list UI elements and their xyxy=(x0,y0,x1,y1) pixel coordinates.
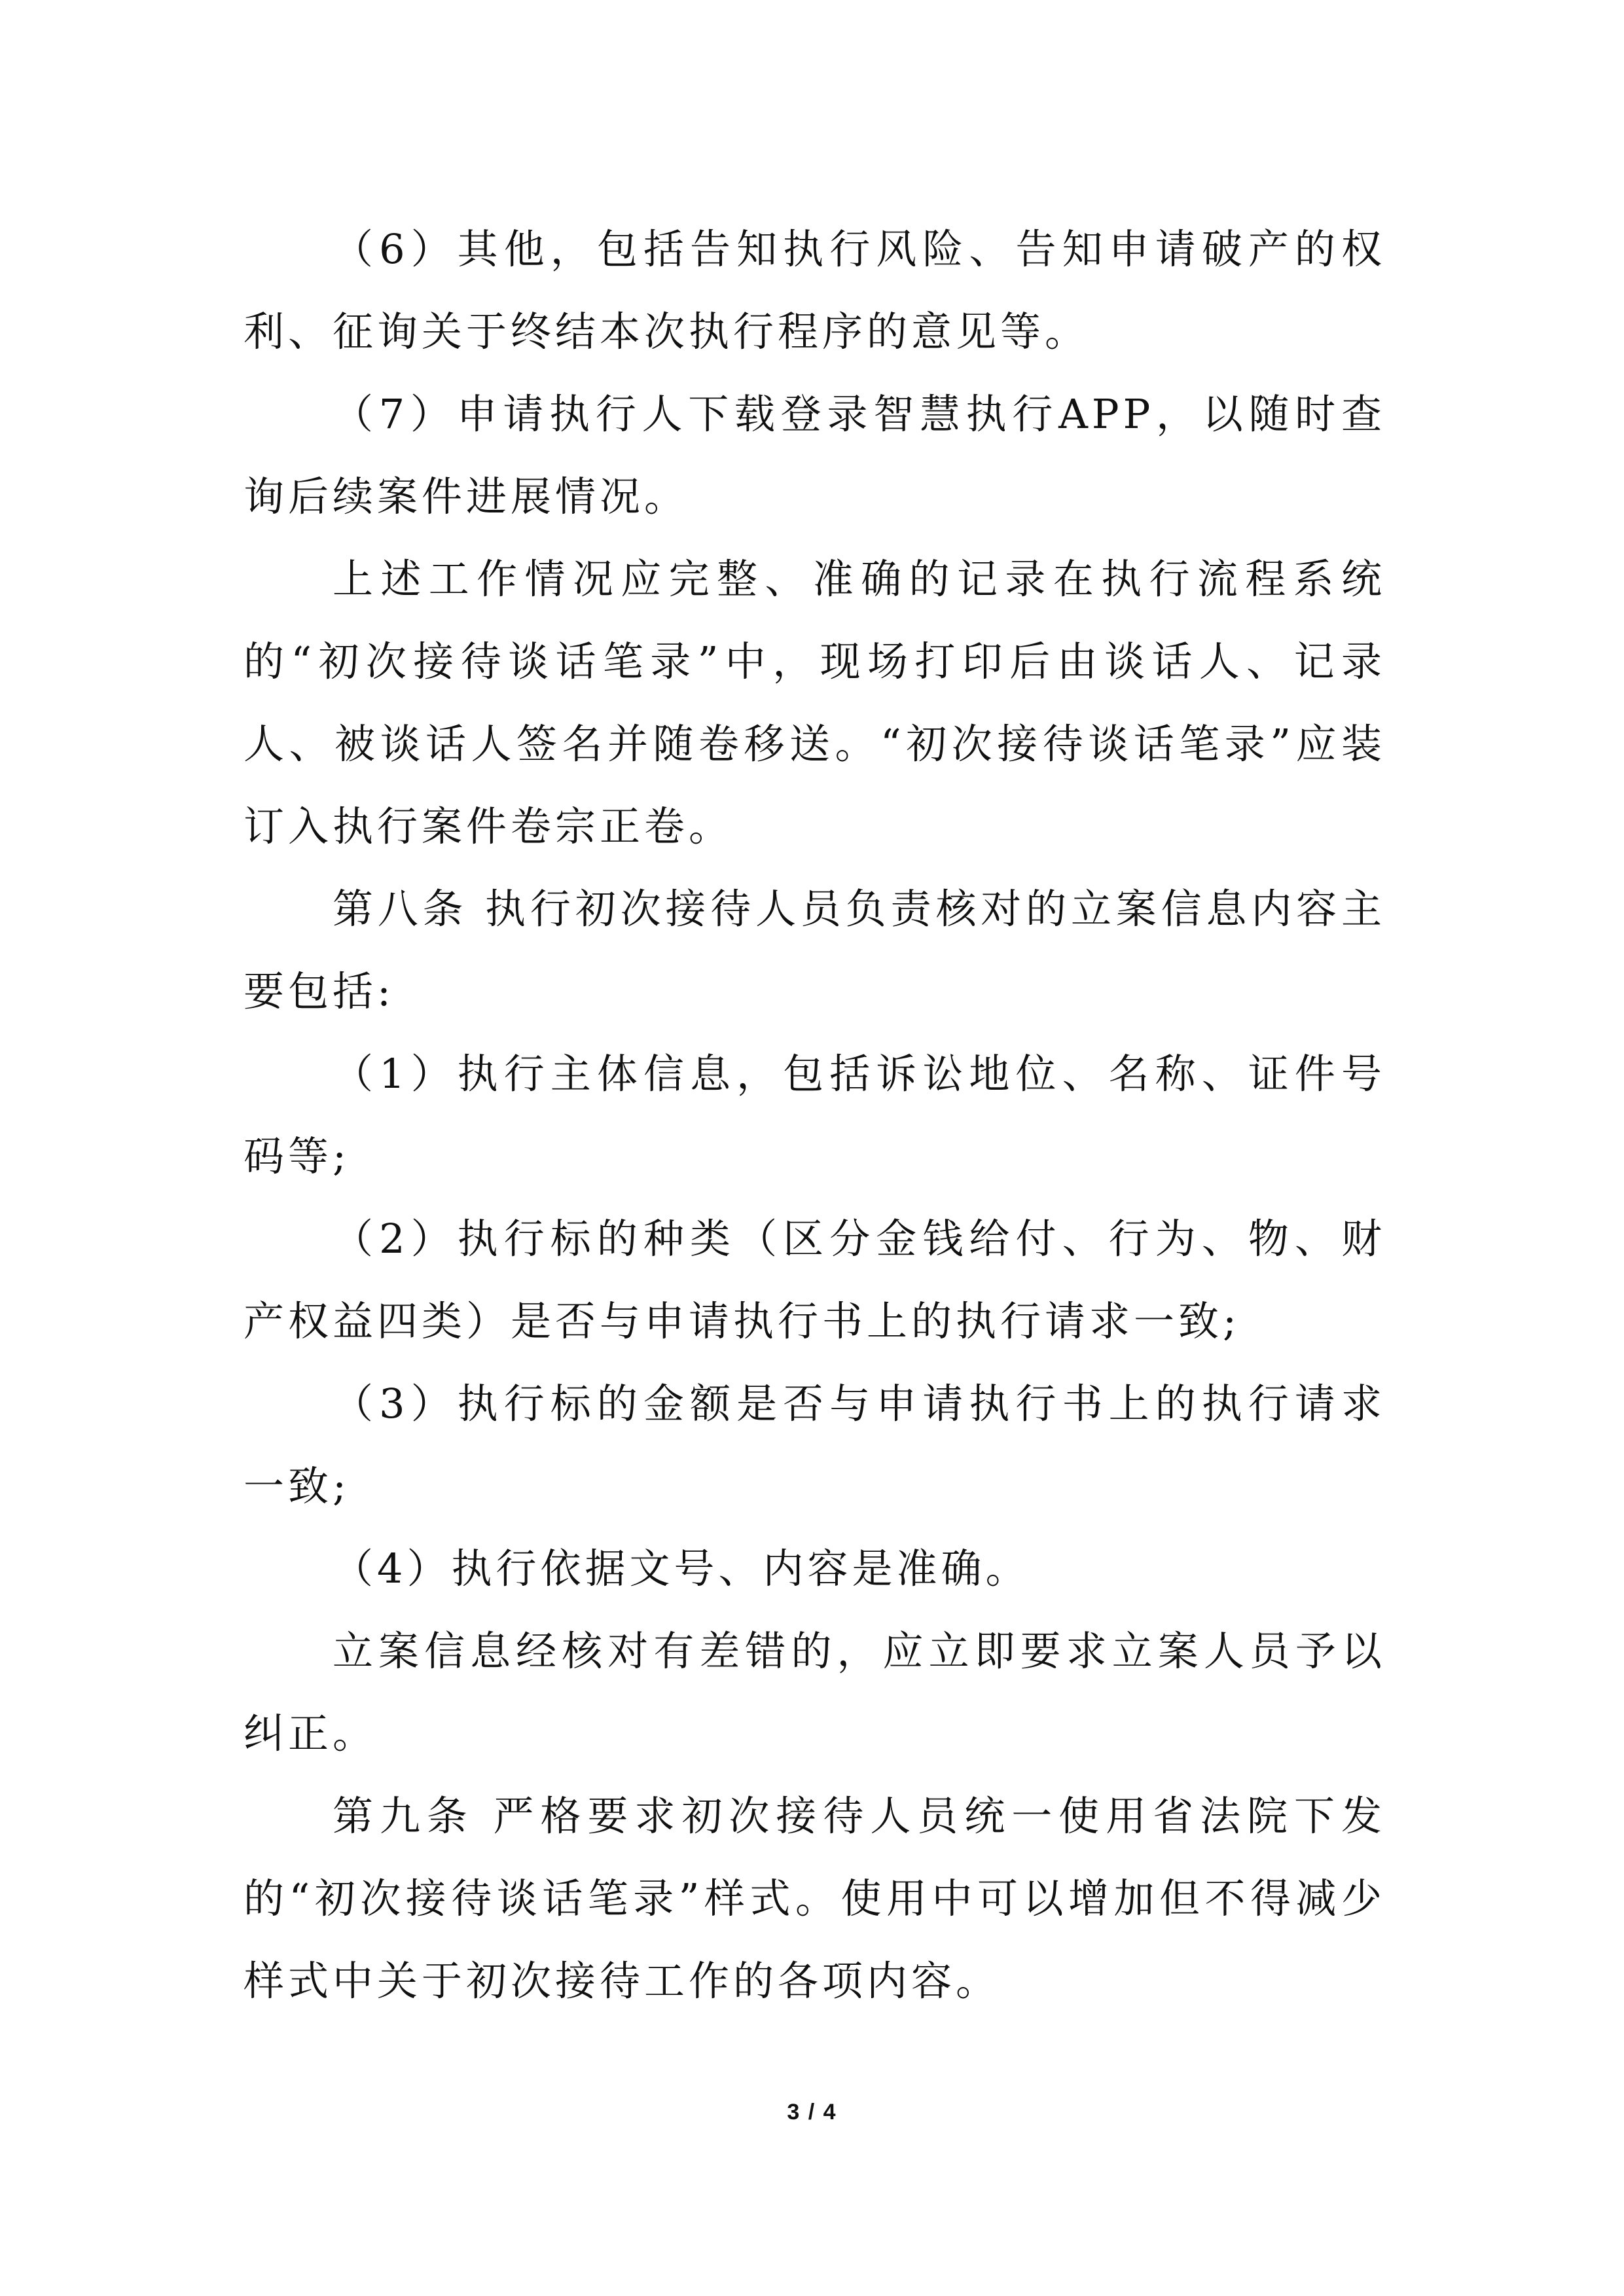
paragraph-article-8-item-1: （1）执行主体信息，包括诉讼地位、名称、证件号码等; xyxy=(244,1050,1386,1180)
paragraph-article-8-item-3: （3）执行标的金额是否与申请执行书上的执行请求一致; xyxy=(244,1380,1386,1510)
document-body xyxy=(244,208,1386,2022)
paragraph-item-7: （7）申请执行人下载登录智慧执行APP，以随时查询后续案件进展情况。 xyxy=(244,390,1386,520)
paragraph-article-8: 第八条 执行初次接待人员负责核对的立案信息内容主要包括: xyxy=(244,885,1386,1015)
paragraph-item-6: （6）其他，包括告知执行风险、告知申请破产的权利、征询关于终结本次执行程序的意见等。 xyxy=(244,225,1386,355)
paragraph-article-8-item-2: （2）执行标的种类（区分金钱给付、行为、物、财产权益四类）是否与申请执行书上的执行请求一致; xyxy=(244,1215,1386,1345)
paragraph-article-9: 第九条 严格要求初次接待人员统一使用省法院下发的“初次接待谈话笔录”样式。使用中可以增加但不得减少样式中关于初次接待工作的各项内容。 xyxy=(244,1792,1386,2005)
paragraph-record-requirement: 上述工作情况应完整、准确的记录在执行流程系统的“初次接待谈话笔录”中，现场打印后由谈话人、记录人、被谈话人签名并随卷移送。“初次接待谈话笔录”应装订入执行案件卷宗正卷。 xyxy=(244,555,1386,850)
paragraph-article-8-item-4: （4）执行依据文号、内容是准确。 xyxy=(333,1545,1030,1592)
page-number: 3 / 4 xyxy=(787,2100,837,2125)
paragraph-correction: 立案信息经核对有差错的，应立即要求立案人员予以纠正。 xyxy=(244,1627,1386,1757)
